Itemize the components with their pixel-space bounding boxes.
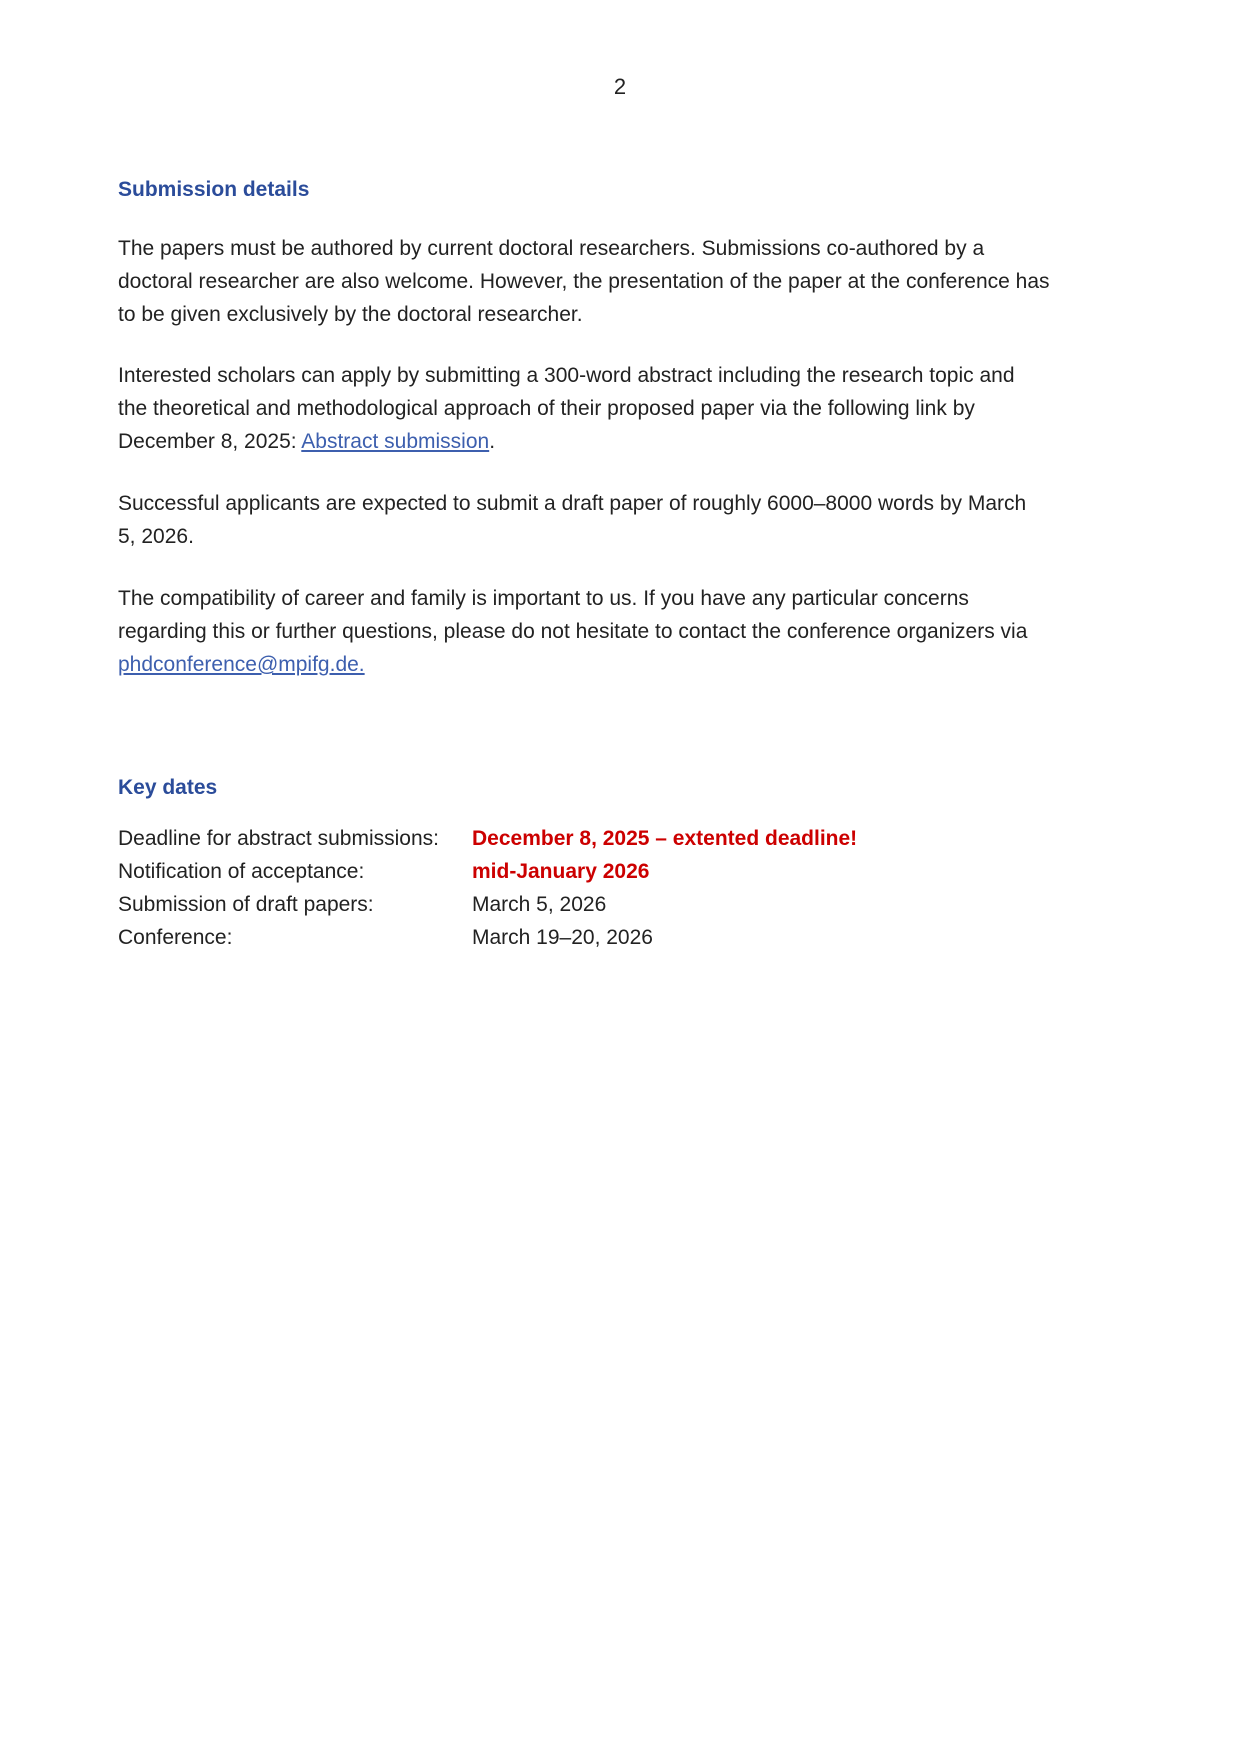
text: .	[489, 430, 496, 453]
text: December 8, 2025:	[118, 430, 302, 453]
text-line: The papers must be authored by current doctoral researchers. Submissions co-authored by a	[118, 237, 985, 260]
text-line: 5, 2026.	[118, 525, 194, 548]
paragraph-contact	[118, 582, 1138, 681]
key-date-row	[118, 855, 649, 888]
key-date-label: Notification of acceptance:	[118, 860, 365, 883]
key-date-value: December 8, 2025 – extented deadline!	[472, 827, 858, 850]
text-line	[118, 425, 1138, 458]
key-date-row	[118, 888, 606, 921]
key-date-value: mid-January 2026	[472, 860, 650, 883]
key-date-row	[118, 921, 653, 954]
paragraph-draft-paper	[118, 487, 1138, 553]
text-line: to be given exclusively by the doctoral researcher.	[118, 303, 583, 326]
contact-email-link[interactable]: phdconference@mpifg.de.	[118, 653, 365, 676]
text-line: Successful applicants are expected to submit a draft paper of roughly 6000–8000 words by March	[118, 492, 1027, 515]
paragraph-application	[118, 359, 1138, 458]
key-date-label: Deadline for abstract submissions:	[118, 827, 439, 850]
text-line: Interested scholars can apply by submitting a 300-word abstract including the research topic and	[118, 364, 1015, 387]
key-date-label: Conference:	[118, 926, 233, 949]
key-date-row	[118, 822, 857, 855]
text-line: regarding this or further questions, please do not hesitate to contact the conference organizers via	[118, 620, 1028, 643]
key-date-value: March 5, 2026	[472, 893, 607, 916]
section-heading-key-dates: Key dates	[118, 776, 218, 799]
key-date-value: March 19–20, 2026	[472, 926, 653, 949]
text-line: the theoretical and methodological approach of their proposed paper via the following link by	[118, 397, 975, 420]
paragraph-authorship	[118, 232, 1138, 331]
section-heading-submission: Submission details	[118, 178, 310, 201]
text-line: The compatibility of career and family is important to us. If you have any particular concerns	[118, 587, 969, 610]
text-line: doctoral researcher are also welcome. However, the presentation of the paper at the conference has	[118, 270, 1050, 293]
page-number: 2	[613, 74, 627, 99]
key-date-label: Submission of draft papers:	[118, 893, 374, 916]
abstract-submission-link[interactable]: Abstract submission	[301, 430, 490, 453]
